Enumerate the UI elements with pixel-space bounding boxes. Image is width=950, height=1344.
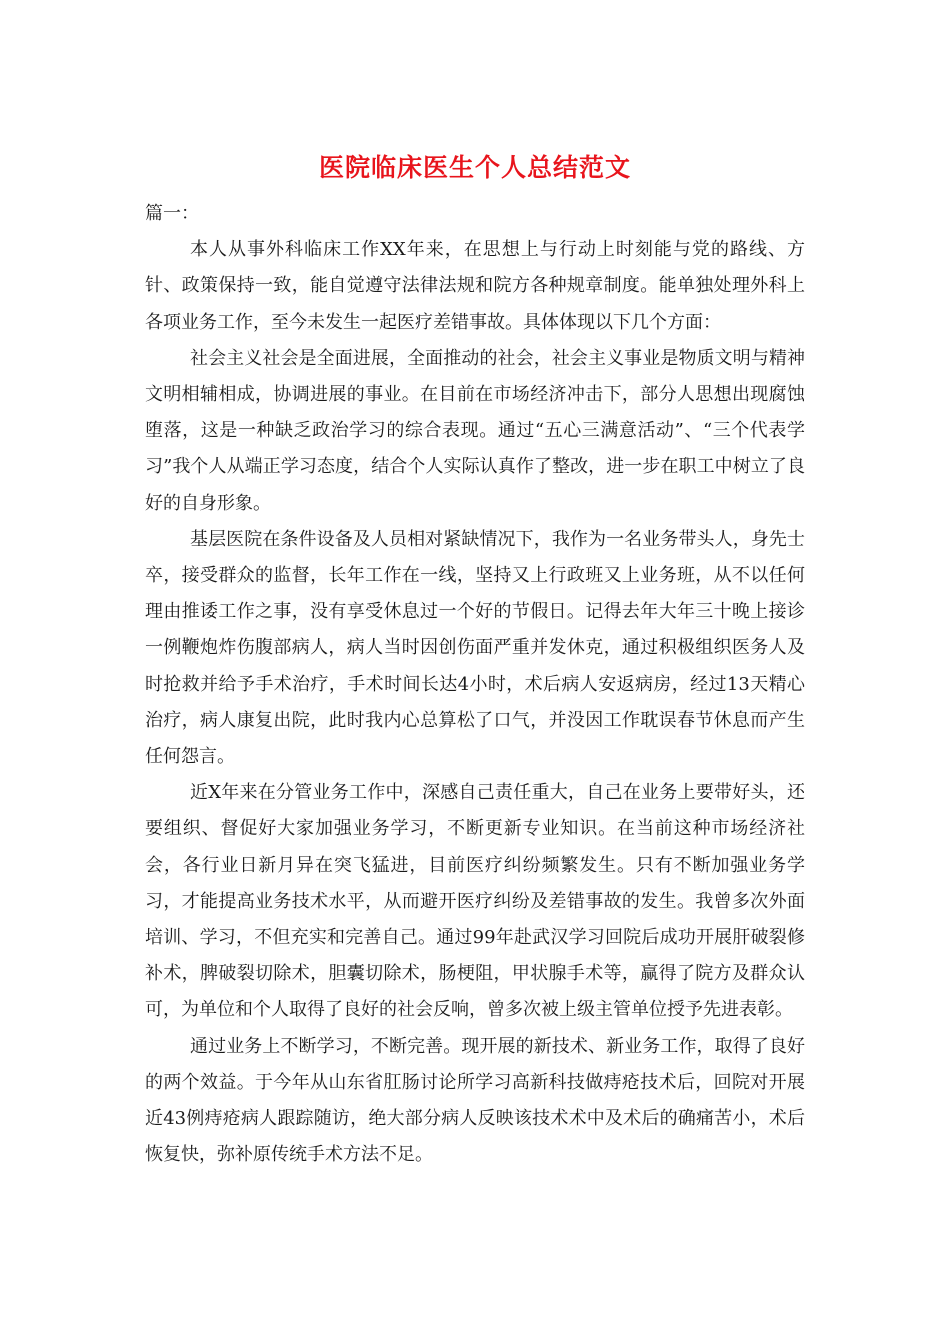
paragraph-5: 通过业务上不断学习，不断完善。现开展的新技术、新业务工作，取得了良好的两个效益。于今年从山东省肛肠讨论所学习高新科技做痔疮技术后，回院对开展近43例痔疮病人跟踪随访，绝大部分病人反映该技术术中及术后的确痛苦小，术后恢复快，弥补原传统手术方法不足。 [145, 1035, 805, 1166]
paragraph-4: 近X年来在分管业务工作中，深感自己责任重大，自己在业务上要带好头，还要组织、督促好大家加强业务学习，不断更新专业知识。在当前这种市场经济社会，各行业日新月异在突飞猛进，目前医疗纠纷频繁发生。只有不断加强业务学习，才能提高业务技术水平，从而避开医疗纠纷及差错事故的发生。我曾多次外面培训、学习，不但充实和完善自己。通过99年赴武汉学习回院后成功开展肝破裂修补术，脾破裂切除术，胆囊切除术，肠梗阻，甲状腺手术等，赢得了院方及群众认可，为单位和个人取得了良好的社会反响，曾多次被上级主管单位授予先进表彰。 [145, 782, 805, 1021]
document-title: 医院临床医生个人总结范文 [318, 153, 631, 182]
document-body [145, 196, 805, 1173]
paragraph-1: 本人从事外科临床工作XX年来，在思想上与行动上时刻能与党的路线、方针、政策保持一致，能自觉遵守法律法规和院方各种规章制度。能单独处理外科上各项业务工作，至今未发生一起医疗差错事故。具体体现以下几个方面： [145, 239, 805, 333]
paragraph-3: 基层医院在条件设备及人员相对紧缺情况下，我作为一名业务带头人，身先士卒，接受群众的监督，长年工作在一线，坚持又上行政班又上业务班，从不以任何理由推诿工作之事，没有享受休息过一个好的节假日。记得去年大年三十晚上接诊一例鞭炮炸伤腹部病人，病人当时因创伤面严重并发休克，通过积极组织医务人及时抢救并给予手术治疗，手术时间长达4小时，术后病人安返病房，经过13天精心治疗，病人康复出院，此时我内心总算松了口气，并没因工作耽误春节休息而产生任何怨言。 [145, 528, 805, 768]
section-label: 篇一： [145, 203, 199, 224]
paragraph-2: 社会主义社会是全面进展，全面推动的社会，社会主义事业是物质文明与精神文明相辅相成，协调进展的事业。在目前在市场经济冲击下，部分人思想出现腐蚀堕落，这是一种缺乏政治学习的综合表现。通过“五心三满意活动”、“三个代表学习”我个人从端正学习态度，结合个人实际认真作了整改，进一步在职工中树立了良好的自身形象。 [145, 347, 805, 514]
